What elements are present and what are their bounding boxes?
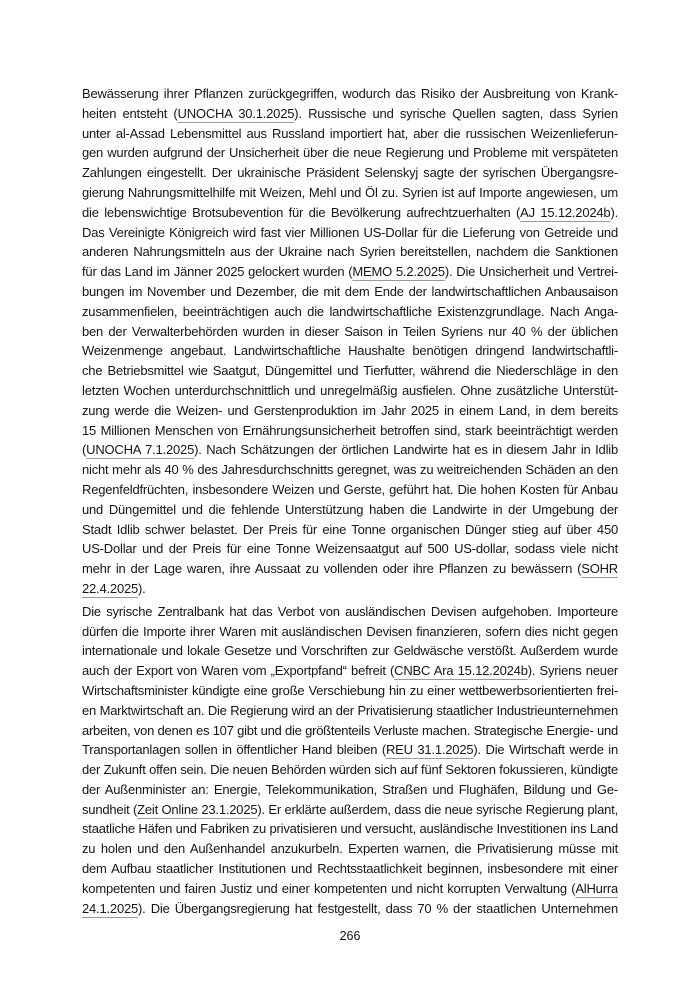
text-line — [82, 899, 618, 919]
text-line — [82, 819, 618, 839]
text-segment: ). — [138, 580, 146, 596]
text-line — [82, 539, 618, 559]
text-line — [82, 381, 618, 401]
text-segment: heiten entsteht ( — [82, 105, 178, 121]
text-line — [82, 104, 618, 124]
text-segment: Stadt Idlib schwer belastet. Der Preis für eine Tonne organischen Dünger stieg auf über 450 — [82, 521, 618, 537]
text-line — [82, 661, 618, 681]
text-line — [82, 859, 618, 879]
text-line — [82, 800, 618, 820]
text-segment: sundheit ( — [82, 801, 138, 817]
text-segment: dem Aufbau staatlicher Institutionen und Rechtsstaatlichkeit beginnen, insbesondere mit einer — [82, 861, 618, 877]
text-segment: Weizenmenge angebaut. Landwirtschaftliche Haushalte benötigen dringend landwirtschaftli- — [82, 343, 618, 359]
text-line — [82, 622, 618, 642]
text-line — [82, 760, 618, 780]
text-line — [82, 361, 618, 381]
text-line — [82, 602, 618, 622]
text-line — [82, 839, 618, 859]
text-segment: nicht mehr als 40 % des Jahresdurchschnitts geregnet, was zu weitreichenden Schäden an den — [82, 462, 618, 478]
text-segment: Zahlungen eingestellt. Der ukrainische Präsident Selenskyj sagte der syrischen Übergangsre- — [82, 165, 618, 181]
text-line — [82, 401, 618, 421]
text-line — [82, 701, 618, 721]
text-line — [82, 183, 618, 203]
text-segment: anderen Nahrungsmitteln aus der Ukraine nach Syrien bereitstellen, nachdem die Sanktionen — [82, 244, 618, 260]
text-line — [82, 282, 618, 302]
text-segment: internationale und lokale Gesetze und Vorschriften zur Geldwäsche verstößt. Außerdem wurde — [82, 643, 618, 659]
text-line — [82, 124, 618, 144]
text-segment: kompetenten und fairen Justiz und einer kompetenten und nicht korrupten Verwaltung ( — [82, 880, 576, 896]
text-line — [82, 721, 618, 741]
citation-link[interactable]: REU 31.1.2025 — [385, 742, 474, 758]
citation-link[interactable]: AJ 15.12.2024b — [520, 204, 611, 220]
citation-link[interactable]: 22.4.2025 — [82, 580, 139, 596]
text-line — [82, 681, 618, 701]
text-segment: Die syrische Zentralbank hat das Verbot von ausländischen Devisen aufgehoben. Importeure — [82, 603, 618, 619]
text-segment: unter al-Assad Lebensmittel aus Russland importiert hat, aber die russischen Weizenlieferun- — [82, 125, 618, 141]
text-segment: Transportanlagen sollen in öffentlicher Hand bleiben ( — [82, 742, 386, 758]
text-line — [82, 163, 618, 183]
text-segment: gen wurden aufgrund der Unsicherheit über die neue Regierung und Probleme mit verspäteten — [82, 145, 618, 161]
text-paragraph — [82, 602, 618, 919]
text-segment: ( — [82, 442, 87, 458]
text-segment: ). — [610, 204, 618, 220]
text-segment: ). Die Wirtschaft werde in — [473, 742, 618, 758]
text-segment: zung werde die Weizen- und Gerstenproduktion im Jahr 2025 in einem Land, in dem bereits — [82, 402, 618, 418]
text-line — [82, 740, 618, 760]
text-line — [82, 520, 618, 540]
text-segment: US-Dollar und der Preis für eine Tonne Weizensaatgut auf 500 US-dollar, sodass viele nicht — [82, 541, 618, 557]
text-segment: auch der Export von Waren vom „Exportpfand“ befreit ( — [82, 663, 395, 679]
citation-link[interactable]: MEMO 5.2.2025 — [352, 264, 445, 280]
text-segment: für das Land im Jänner 2025 gelockert wurden ( — [82, 264, 353, 280]
text-segment: ). Syriens neuer — [527, 663, 618, 679]
text-segment: staatliche Häfen und Fabriken zu privatisieren und versucht, ausländische Investitionen ins Land — [82, 821, 618, 837]
text-line — [82, 223, 618, 243]
text-segment: ). Die Unsicherheit und Vertrei- — [444, 264, 618, 280]
text-line — [82, 641, 618, 661]
text-segment: Bewässerung ihrer Pflanzen zurückgegriffen, wodurch das Risiko der Ausbreitung von Krank- — [82, 86, 618, 101]
text-segment: dürfen die Importe ihrer Waren mit ausländischen Devisen finanzieren, sofern dies nicht gegen — [82, 623, 618, 639]
text-segment: ). Er erklärte außerdem, dass die neue syrische Regierung plant, — [257, 801, 618, 817]
text-segment: ). Russische und syrische Quellen sagten, dass Syrien — [294, 105, 618, 121]
text-segment: der Zukunft offen sein. Die neuen Behörden würden sich auf fünf Sektoren fokussieren, kündigte — [82, 762, 618, 778]
text-line — [82, 440, 618, 460]
text-paragraph — [82, 84, 618, 599]
text-line — [82, 579, 618, 599]
text-segment: und Düngemittel und die fehlende Unterstützung haben die Landwirte in der Umgebung der — [82, 501, 618, 517]
text-segment: ). Die Übergangsregierung hat festgestellt, dass 70 % der staatlichen Unternehmen — [138, 900, 618, 916]
text-line — [82, 879, 618, 899]
text-line — [82, 322, 618, 342]
text-line — [82, 480, 618, 500]
text-line — [82, 421, 618, 441]
text-segment: mehr in der Lage waren, ihre Aussaat zu vollenden oder ihre Pflanzen zu bewässern ( — [82, 561, 582, 577]
text-line — [82, 559, 618, 579]
text-segment: Das Vereinigte Königreich wird fast vier Millionen US-Dollar für die Lieferung von Getreide und — [82, 224, 618, 240]
text-segment: che Betriebsmittel wie Saatgut, Düngemittel und Tierfutter, während die Niederschläge in den — [82, 363, 618, 379]
citation-link[interactable]: Zeit Online 23.1.2025 — [137, 801, 258, 817]
text-line — [82, 500, 618, 520]
text-segment: letzten Wochen unterdurchschnittlich und unregelmäßig ausfielen. Ohne zusätzliche Unterstüt- — [82, 382, 618, 398]
text-line — [82, 203, 618, 223]
text-segment: zu holen und den Außenhandel anzukurbeln. Experten warnen, die Privatisierung müsse mit — [82, 841, 618, 857]
citation-link[interactable]: AlHurra — [575, 880, 618, 896]
text-segment: zusammenfielen, beeinträchtigen auch die landwirtschaftliche Existenzgrundlage. Nach Anga- — [82, 303, 618, 319]
text-line — [82, 84, 618, 104]
text-segment: der Außenminister an: Energie, Telekommunikation, Straßen und Flughäfen, Bildung und Ge- — [82, 781, 618, 797]
text-line — [82, 242, 618, 262]
text-segment: 15 Millionen Menschen von Ernährungsunsicherheit betroffen sind, stark beeinträchtigt werden — [82, 422, 618, 438]
text-segment: ). Nach Schätzungen der örtlichen Landwirte hat es in diesem Jahr in Idlib — [194, 442, 618, 458]
text-segment: Regenfeldfrüchten, insbesondere Weizen und Gerste, geführt hat. Die hohen Kosten für Anbau — [82, 481, 618, 497]
text-segment: bungen im November und Dezember, die mit dem Ende der landwirtschaftlichen Anbausaison — [82, 283, 618, 299]
page-number: 266 — [339, 929, 361, 943]
text-segment: gierung Nahrungsmittelhilfe mit Weizen, Mehl und Öl zu. Syrien ist auf Importe angewiesen, um — [82, 184, 618, 200]
text-line — [82, 262, 618, 282]
text-block — [82, 84, 618, 921]
text-segment: ben der Verwalterbehörden wurden in dieser Saison in Teilen Syriens nur 40 % der üblichen — [82, 323, 618, 339]
text-line — [82, 302, 618, 322]
text-segment: en Marktwirtschaft an. Die Regierung wird an der Privatisierung staatlicher Industrieunternehmen — [82, 702, 618, 718]
text-segment: arbeiten, von denen es 107 gibt und die größtenteils Verluste machen. Strategische Energie- und — [82, 722, 618, 738]
citation-link[interactable]: UNOCHA 7.1.2025 — [86, 442, 195, 458]
citation-link[interactable]: SOHR — [581, 561, 618, 577]
text-line — [82, 341, 618, 361]
text-segment: die lebenswichtige Brotsubevention für die Bevölkerung aufrechtzuerhalten ( — [82, 204, 521, 220]
text-line — [82, 143, 618, 163]
text-segment: Wirtschaftsminister kündigte eine große Verschiebung hin zu einer wettbewerbsorientierten frei- — [82, 682, 618, 698]
text-line — [82, 460, 618, 480]
citation-link[interactable]: 24.1.2025 — [82, 900, 139, 916]
citation-link[interactable]: CNBC Ara 15.12.2024b — [394, 663, 528, 679]
citation-link[interactable]: UNOCHA 30.1.2025 — [177, 105, 295, 121]
text-line — [82, 780, 618, 800]
